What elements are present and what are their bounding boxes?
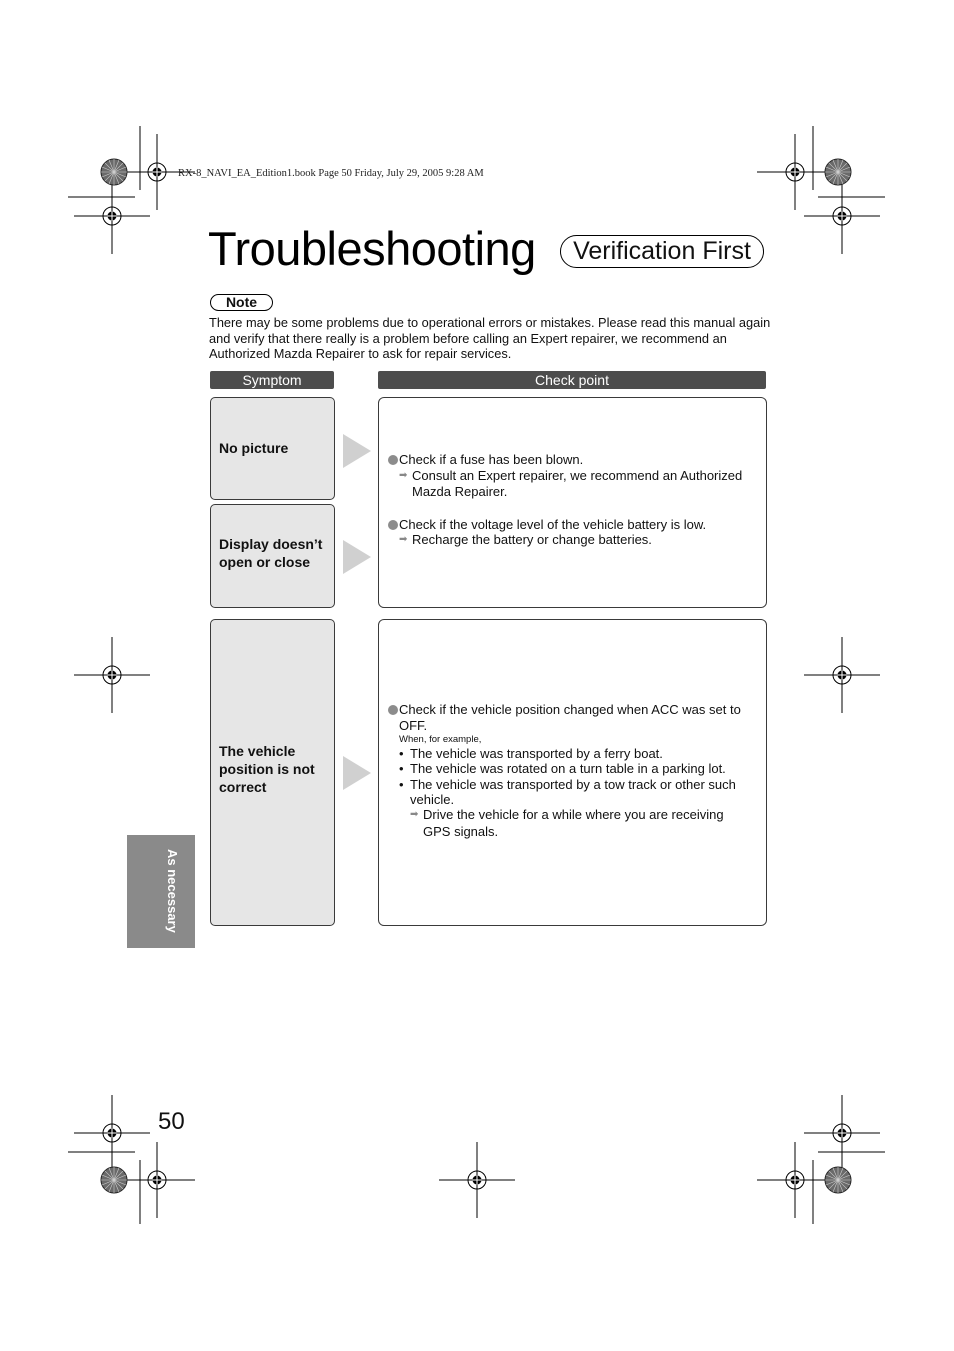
- check-item: [388, 702, 760, 733]
- action-text: Consult an Expert repairer, we recommend an Authorized Mazda Repairer.: [412, 467, 743, 500]
- side-tab-label: As necessary: [165, 849, 180, 933]
- triangle-arrow-icon: [343, 434, 371, 468]
- check-point-column-header: Check point: [378, 371, 766, 389]
- symptom-label: No picture: [219, 440, 289, 456]
- section-subtitle: Verification First: [560, 235, 764, 268]
- check-text: Check if a fuse has been blown.: [399, 452, 584, 467]
- action-text: Drive the vehicle for a while where you are receiving GPS signals.: [423, 807, 724, 839]
- example-intro: When, for example,: [399, 734, 482, 746]
- crosshair-registration-mark-icon: [74, 637, 150, 713]
- gray-dot-bullet-icon: [388, 455, 398, 465]
- symptom-column-header: Symptom: [210, 371, 334, 389]
- crosshair-registration-mark-icon: [74, 1095, 150, 1171]
- crosshair-registration-mark-icon: [757, 1142, 833, 1218]
- side-tab: [127, 835, 195, 948]
- right-arrow-icon: ➡: [399, 469, 408, 481]
- intro-text: There may be some problems due to operational errors or mistakes. Please read this manual again and verify that there really is a problem before calling an Expert repairer, we recommend an Authorized Mazda Repairer to ask for repair services.: [209, 315, 771, 361]
- action-item: [399, 467, 758, 501]
- check-item: [388, 517, 758, 533]
- symptom-box: [210, 619, 335, 926]
- triangle-arrow-icon: [343, 756, 371, 790]
- starburst-registration-target-icon: [825, 1167, 851, 1193]
- example-item: • The vehicle was transported by a ferry boat.: [399, 746, 663, 762]
- starburst-registration-target-icon: [825, 159, 851, 185]
- crosshair-registration-mark-icon: [439, 1142, 515, 1218]
- check-point-box: [378, 397, 767, 608]
- crosshair-registration-mark-icon: [74, 178, 150, 254]
- example-item: • The vehicle was rotated on a turn table in a parking lot.: [399, 761, 726, 777]
- page-title: Troubleshooting: [208, 222, 536, 275]
- action-item: [410, 807, 753, 840]
- triangle-arrow-icon: [343, 540, 371, 574]
- gray-dot-bullet-icon: [388, 520, 398, 530]
- starburst-registration-target-icon: [101, 159, 127, 185]
- crosshair-registration-mark-icon: [804, 637, 880, 713]
- crosshair-registration-mark-icon: [804, 178, 880, 254]
- file-header: RX-8_NAVI_EA_Edition1.book Page 50 Friday, July 29, 2005 9:28 AM: [178, 168, 484, 179]
- symptom-label: Display doesn’t open or close: [219, 536, 323, 570]
- check-text: Check if the vehicle position changed when ACC was set to OFF.: [399, 702, 741, 733]
- symptom-box: [210, 504, 335, 608]
- page-number: 50: [158, 1108, 185, 1135]
- symptom-label: The vehicle position is not correct: [219, 743, 315, 795]
- check-point-box: [378, 619, 767, 926]
- crosshair-registration-mark-icon: [119, 1142, 195, 1218]
- check-text: Check if the voltage level of the vehicle battery is low.: [399, 516, 707, 532]
- example-item: • The vehicle was transported by a tow track or other such vehicle.: [399, 776, 736, 808]
- note-label: Note: [210, 294, 273, 311]
- right-arrow-icon: ➡: [399, 534, 408, 546]
- crosshair-registration-mark-icon: [804, 1095, 880, 1171]
- symptom-box: [210, 397, 335, 500]
- crosshair-registration-mark-icon: [757, 134, 833, 210]
- starburst-registration-target-icon: [101, 1167, 127, 1193]
- check-item: [388, 452, 758, 468]
- right-arrow-icon: ➡: [410, 809, 419, 821]
- gray-dot-bullet-icon: [388, 705, 398, 715]
- action-item: [399, 532, 758, 549]
- action-text: Recharge the battery or change batteries.: [412, 532, 652, 548]
